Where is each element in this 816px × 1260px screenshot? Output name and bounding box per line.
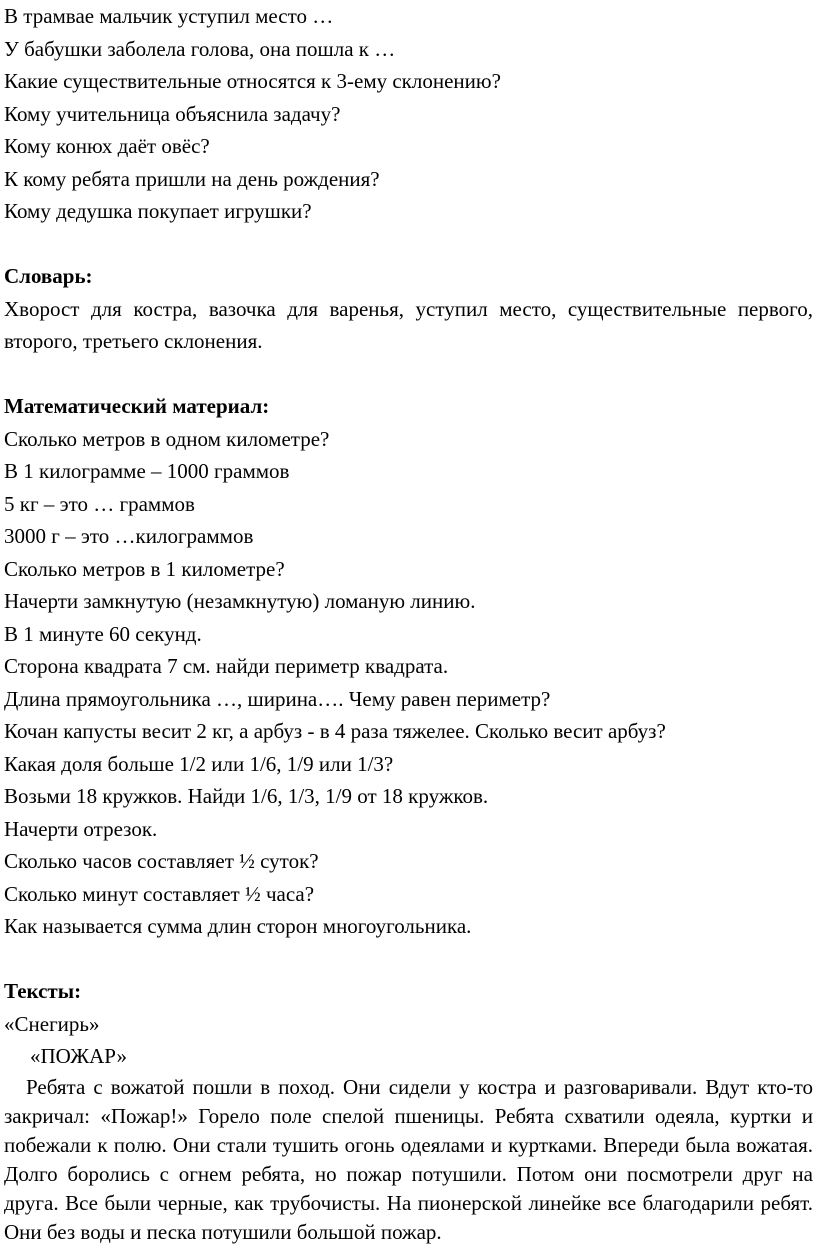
question-line: К кому ребята пришли на день рождения?	[4, 166, 380, 191]
questions-section	[4, 0, 813, 228]
vocabulary-section	[4, 260, 813, 358]
math-line: Сторона квадрата 7 см. найди периметр квадрата.	[4, 654, 449, 678]
math-heading: Математический материал:	[4, 394, 270, 418]
question-line: В трамвае мальчик уступил место …	[4, 4, 334, 28]
question-line: У бабушки заболела голова, она пошла к …	[4, 36, 396, 61]
spacer	[4, 228, 813, 261]
math-line: Начерти замкнутую (незамкнутую) ломаную линию.	[4, 589, 476, 613]
math-line: Сколько метров в 1 километре?	[4, 556, 285, 581]
story-text: Ребята с вожатой пошли в поход. Они сидели у костра и разговаривали. Вдут кто-то закричал: «Пожар!» Горело поле спелой пшеницы. Ребята схватили одеяла, куртки и побежали к полю. Они стали тушить огонь одеялами и куртками. Впереди была вожатая. Долго боролись с огнем ребята, но пожар потушили. Потом они посмотрели друг на друга. Все были черные, как трубочисты. На пионерской линейке все благодарили ребят. Они без воды и песка потушили большой пожар.	[4, 1074, 813, 1244]
math-line: Кочан капусты весит 2 кг, а арбуз - в 4 раза тяжелее. Сколько весит арбуз?	[4, 719, 666, 743]
math-line: В 1 минуте 60 секунд.	[4, 621, 202, 646]
vocabulary-text: Хворост для костра, вазочка для варенья, уступил место, существительные первого, второго, третьего склонения.	[4, 296, 813, 353]
texts-heading: Тексты:	[4, 979, 82, 1003]
vocabulary-heading: Словарь:	[4, 264, 93, 288]
spacer	[4, 943, 813, 976]
math-line: Какая доля больше 1/2 или 1/6, 1/9 или 1/3?	[4, 751, 394, 776]
question-line: Кому конюх даёт овёс?	[4, 134, 210, 158]
math-line: Начерти отрезок.	[4, 816, 158, 841]
story-title-pozhar: «ПОЖАР»	[30, 1044, 127, 1068]
math-section	[4, 390, 813, 943]
story-title-snegir: «Снегирь»	[4, 1011, 100, 1036]
math-line: Возьми 18 кружков. Найди 1/6, 1/3, 1/9 от 18 кружков.	[4, 784, 489, 808]
math-line: Длина прямоугольника …, ширина…. Чему равен периметр?	[4, 686, 551, 711]
math-line: Как называется сумма длин сторон многоугольника.	[4, 914, 472, 938]
question-line: Какие существительные относятся к 3-ему склонению?	[4, 69, 501, 93]
math-line: Сколько метров в одном километре?	[4, 426, 330, 451]
question-line: Кому учительница объяснила задачу?	[4, 101, 341, 126]
math-line: 3000 г – это …килограммов	[4, 524, 254, 548]
math-line: Сколько минут составляет ½ часа?	[4, 881, 315, 906]
spacer	[4, 358, 813, 391]
texts-section	[4, 975, 813, 1247]
math-line: В 1 килограмме – 1000 граммов	[4, 459, 290, 483]
math-line: 5 кг – это … граммов	[4, 491, 195, 516]
math-line: Сколько часов составляет ½ суток?	[4, 849, 319, 873]
question-line: Кому дедушка покупает игрушки?	[4, 199, 312, 223]
